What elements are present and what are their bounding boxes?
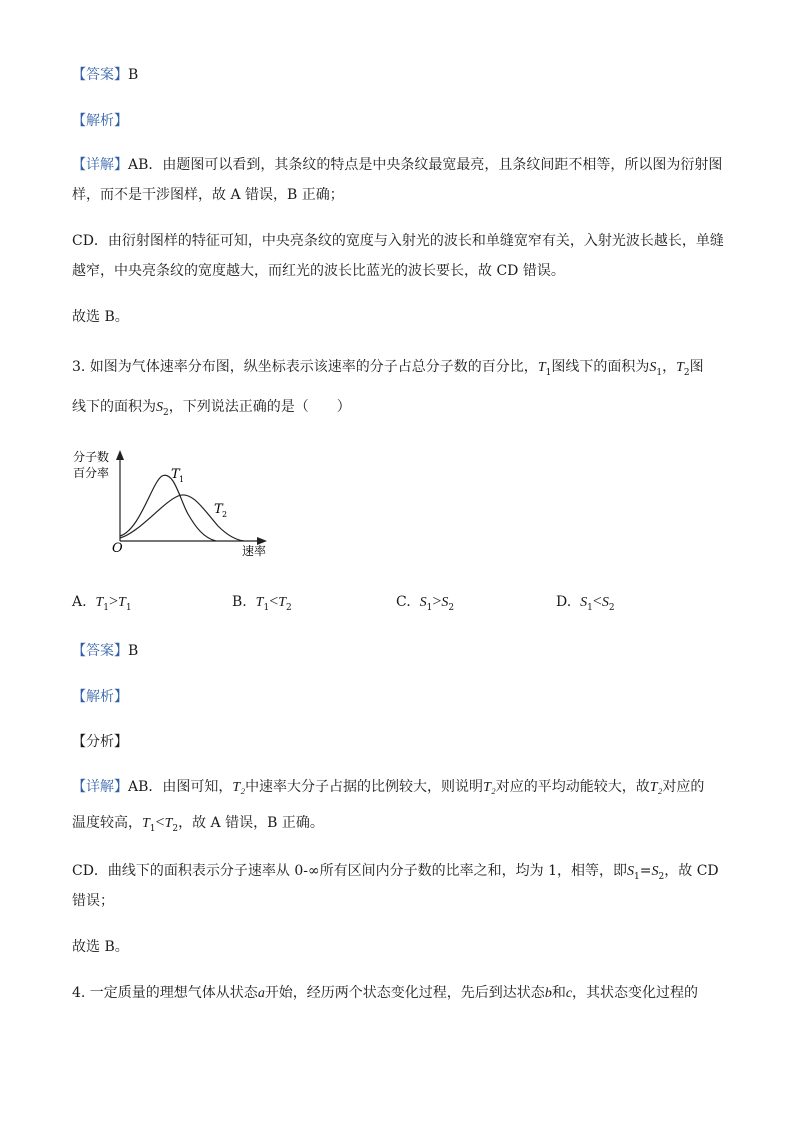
q4-state-c: c (565, 986, 573, 1001)
option-b-left: T (255, 595, 264, 610)
analysis-line-3 (72, 688, 128, 706)
option-d-operator: < (592, 593, 602, 610)
x-axis-label: 速率 (242, 544, 267, 558)
analysis3-tag: 【解析】 (72, 689, 128, 705)
detail3-l3a: CD．曲线下的面积表示分子速率从 0-∞所有区间内分子数的比率之和，均为 1，相等，即 (72, 863, 628, 879)
q3-s1-sub: 1 (656, 367, 663, 378)
detail3-ineq-right-sub: 2 (172, 823, 179, 834)
y-axis-label-line2: 百分率 (73, 466, 110, 480)
option-b-operator: < (269, 593, 279, 610)
q3-comma: ， (662, 359, 677, 375)
option-d-left-sub: 1 (587, 602, 593, 613)
option-c-left: S (419, 595, 427, 610)
curve-t1-label: T (171, 467, 180, 482)
option-c-right: S (441, 595, 449, 610)
analysis-tag: 【解析】 (72, 113, 128, 129)
detail1-line1 (72, 156, 722, 174)
detail3-s2: S (651, 864, 659, 879)
answer-tag: 【答案】 (72, 67, 128, 83)
q3-text-end: 图 (689, 359, 704, 375)
detail3-t2-a: T₂ (232, 780, 246, 795)
detail3-s1-sub: 1 (634, 871, 640, 882)
option-b-right-sub: 2 (286, 602, 292, 613)
detail3-l3b: ，故 CD (664, 863, 719, 879)
speed-distribution-graph (70, 448, 280, 563)
curve-t2-label: T (214, 502, 223, 517)
q4-mid: 开始，经历两个状态变化过程，先后到达状态 (264, 985, 545, 1001)
detail3-t2-b: T₂ (483, 780, 496, 795)
q3-s1-symbol: S (649, 360, 657, 375)
option-a-left-sub: 1 (103, 602, 109, 613)
q3-t2-symbol: T (676, 360, 684, 375)
answer3-tag: 【答案】 (72, 643, 128, 659)
option-c[interactable] (396, 593, 454, 617)
detail3-ineq-left-sub: 1 (149, 823, 156, 834)
option-d-right: S (601, 595, 609, 610)
answer3-value: B (128, 643, 139, 659)
y-axis-arrow (116, 450, 124, 460)
detail3-tag: 【详解】 (72, 779, 128, 795)
q3-t2-sub: 2 (683, 367, 690, 378)
detail1-line2: 样，而不是干涉图样，故 A 错误，B 正确； (72, 187, 344, 203)
option-c-letter: C. (396, 594, 411, 610)
option-b[interactable] (232, 593, 292, 617)
option-c-operator: > (432, 593, 442, 610)
option-a-letter: A. (72, 594, 87, 610)
option-d-letter: D. (556, 594, 572, 610)
option-a-operator: > (109, 593, 119, 610)
curve-t2-sub: 2 (222, 510, 228, 519)
detail3-s2-sub: 2 (658, 871, 665, 882)
detail3-conclusion: 故选 B。 (72, 939, 129, 955)
q3-line2-pre: 线下的面积为 (72, 399, 156, 415)
question3-line2 (72, 398, 351, 422)
option-d-right-sub: 2 (608, 602, 615, 613)
option-b-right: T (278, 595, 287, 610)
y-axis-label-line1: 分子数 (73, 450, 110, 464)
option-c-right-sub: 2 (448, 602, 455, 613)
detail3-ineq-left: T (142, 816, 150, 831)
q3-s2-sub: 2 (163, 407, 169, 418)
q4-state-a: a (257, 986, 265, 1001)
fenxi3-tag: 【分析】 (72, 734, 128, 750)
option-b-left-sub: 1 (263, 602, 270, 613)
detail3-l1a: AB．由图可知， (128, 779, 233, 795)
detail1-text1: AB．由题图可以看到，其条纹的特点是中央条纹最宽最亮，且条纹间距不相等，所以图为衍射图 (128, 157, 723, 173)
detail1-conclusion: 故选 B。 (72, 309, 129, 325)
answer-value: B (128, 67, 139, 83)
option-a-right: T (118, 595, 126, 610)
q3-text-mid: 图线下的面积为 (551, 359, 650, 375)
answer-line-3 (72, 642, 138, 660)
detail3-s1: S (627, 864, 635, 879)
option-c-left-sub: 1 (426, 602, 433, 613)
q4-state-b: b (544, 986, 552, 1001)
q4-post: ，其状态变化过程的 (572, 985, 699, 1001)
detail3-l1d: 对应的 (662, 779, 705, 795)
detail3-l1b: 中速率大分子占据的比例较大，则说明 (245, 779, 484, 795)
detail3-line3 (72, 862, 719, 886)
detail3-l1c: 对应的平均动能较大，故 (495, 779, 650, 795)
option-a[interactable] (72, 593, 132, 617)
detail1-line4: 越窄，中央亮条纹的宽度越大，而红光的波长比蓝光的波长要长，故 CD 错误。 (72, 263, 565, 279)
detail3-ineq-right: T (164, 816, 173, 831)
origin-label: O (112, 541, 123, 556)
q3-t1-symbol: T (537, 360, 546, 375)
question3-line1 (72, 358, 704, 382)
q3-text-pre: 3. 如图为气体速率分布图，纵坐标表示该速率的分子占总分子数的百分比， (72, 359, 538, 375)
q3-t1-sub: 1 (545, 367, 552, 378)
detail3-line1 (72, 778, 704, 797)
detail1-line3: CD．由衍射图样的特征可知，中央亮条纹的宽度与入射光的波长和单缝宽窄有关，入射光波长越长，单缝 (72, 233, 724, 249)
detail3-ineq-op: < (155, 814, 165, 831)
q3-s2-symbol: S (156, 400, 163, 415)
option-a-right-sub: 1 (125, 602, 132, 613)
fenxi-line-3 (72, 733, 128, 751)
answer-line-1 (72, 66, 138, 84)
detail-tag: 【详解】 (72, 157, 128, 173)
analysis-line-1 (72, 112, 128, 130)
detail3-t2-c: T₂ (649, 780, 663, 795)
question4-line1 (72, 984, 698, 1003)
detail3-line2 (72, 814, 324, 838)
q3-line2-post: ，下列说法正确的是（ ） (168, 399, 351, 415)
option-d[interactable] (556, 593, 615, 617)
q4-pre: 4. 一定质量的理想气体从状态 (72, 985, 258, 1001)
option-d-left: S (580, 595, 588, 610)
option-b-letter: B. (232, 594, 247, 610)
option-a-left: T (95, 595, 104, 610)
q4-and: 和 (551, 985, 566, 1001)
curve-t1-sub: 1 (179, 475, 185, 484)
detail3-l2b: ，故 A 错误，B 正确。 (178, 815, 324, 831)
detail3-eq: = (639, 863, 652, 879)
detail3-l2a: 温度较高， (72, 815, 142, 831)
detail3-line4: 错误； (72, 893, 114, 909)
